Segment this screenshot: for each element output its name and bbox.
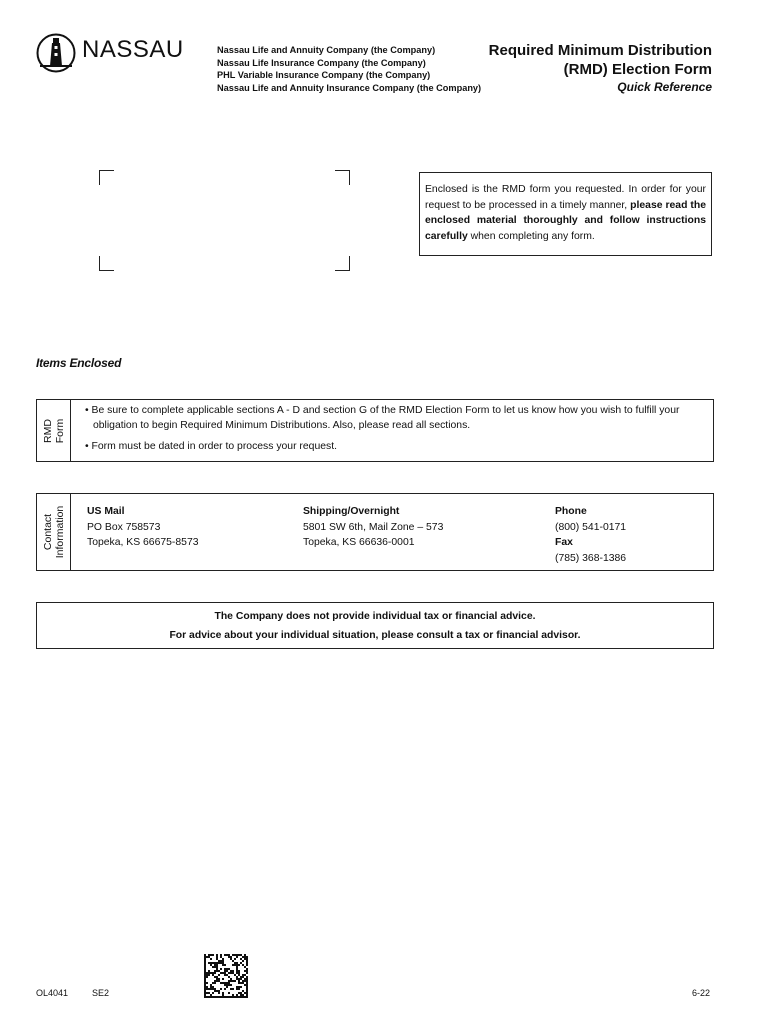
company-name: Nassau Life Insurance Company (the Company) <box>217 57 426 68</box>
form-subtitle: Quick Reference <box>617 80 712 94</box>
rmd-instructions <box>85 404 705 455</box>
barcode-icon <box>204 954 248 998</box>
form-code: OL4041 <box>36 988 69 998</box>
side-label-line: Contact <box>41 513 54 551</box>
advice-line1: The Company does not provide individual tax or financial advice. <box>214 611 536 622</box>
nassau-logo <box>36 32 196 76</box>
rmd-form-box <box>36 399 714 462</box>
list-item: • Form must be dated in order to process your request. <box>85 441 337 452</box>
side-label-text <box>42 506 66 559</box>
side-label-line: Form <box>53 418 66 443</box>
corner-mark-bottom-right <box>335 256 350 271</box>
us-mail-line2: Topeka, KS 66675-8573 <box>87 537 199 548</box>
company-name: Nassau Life and Annuity Insurance Company (the Company) <box>217 82 482 93</box>
items-enclosed-heading: Items Enclosed <box>36 356 122 370</box>
side-label-text <box>42 418 66 443</box>
form-edition: SE2 <box>92 988 110 998</box>
phone-number: (800) 541-0171 <box>555 521 627 533</box>
notice-emphasis: please read the enclosed material thoroughly and follow instructions carefully <box>425 199 706 242</box>
rmd-form-side-label <box>37 400 71 461</box>
notice-box <box>419 172 712 256</box>
list-item: • Be sure to complete applicable sections A - D and section G of the RMD Election Form to let us know how you wish to fulfill your obligation to begin Required Minimum Distributions. Also, please read all sections. <box>85 405 680 431</box>
form-title-block <box>489 41 712 94</box>
shipping-heading: Shipping/Overnight <box>303 506 400 517</box>
side-label-line: Information <box>53 505 66 559</box>
corner-mark-top-right <box>335 170 350 185</box>
notice-text-end: when completing any form. <box>467 230 595 242</box>
shipping-line1: 5801 SW 6th, Mail Zone – 573 <box>303 521 444 533</box>
address-window <box>99 170 350 271</box>
company-name: PHL Variable Insurance Company (the Company) <box>217 70 431 80</box>
fax-number: (785) 368-1386 <box>555 552 627 564</box>
side-label-line: RMD <box>41 418 54 443</box>
logo-wordmark: NASSAU <box>82 36 184 63</box>
company-list <box>217 44 481 94</box>
us-mail-line1: PO Box 758573 <box>87 521 161 533</box>
us-mail-heading: US Mail <box>87 506 125 517</box>
us-mail-column <box>87 504 199 551</box>
shipping-column <box>303 504 443 551</box>
form-date: 6-22 <box>691 988 710 998</box>
phone-heading: Phone <box>555 506 587 517</box>
contact-information-box <box>36 493 714 571</box>
contact-side-label <box>37 494 71 570</box>
form-title-line2: (RMD) Election Form <box>563 61 712 78</box>
advice-line2: For advice about your individual situation, please consult a tax or financial advisor. <box>169 630 581 641</box>
advice-box <box>36 602 714 649</box>
lighthouse-icon <box>36 32 76 74</box>
form-title-line1: Required Minimum Distribution <box>488 42 712 59</box>
shipping-line2: Topeka, KS 66636-0001 <box>303 537 415 548</box>
data-matrix-code <box>204 954 248 998</box>
fax-heading: Fax <box>555 537 573 548</box>
company-name: Nassau Life and Annuity Company (the Company) <box>217 45 436 55</box>
corner-mark-top-left <box>99 170 114 185</box>
phone-column <box>555 504 626 566</box>
corner-mark-bottom-left <box>99 256 114 271</box>
notice-text: Enclosed is the RMD form you requested. In order for your request to be processed in a timely manner, <box>425 184 706 211</box>
